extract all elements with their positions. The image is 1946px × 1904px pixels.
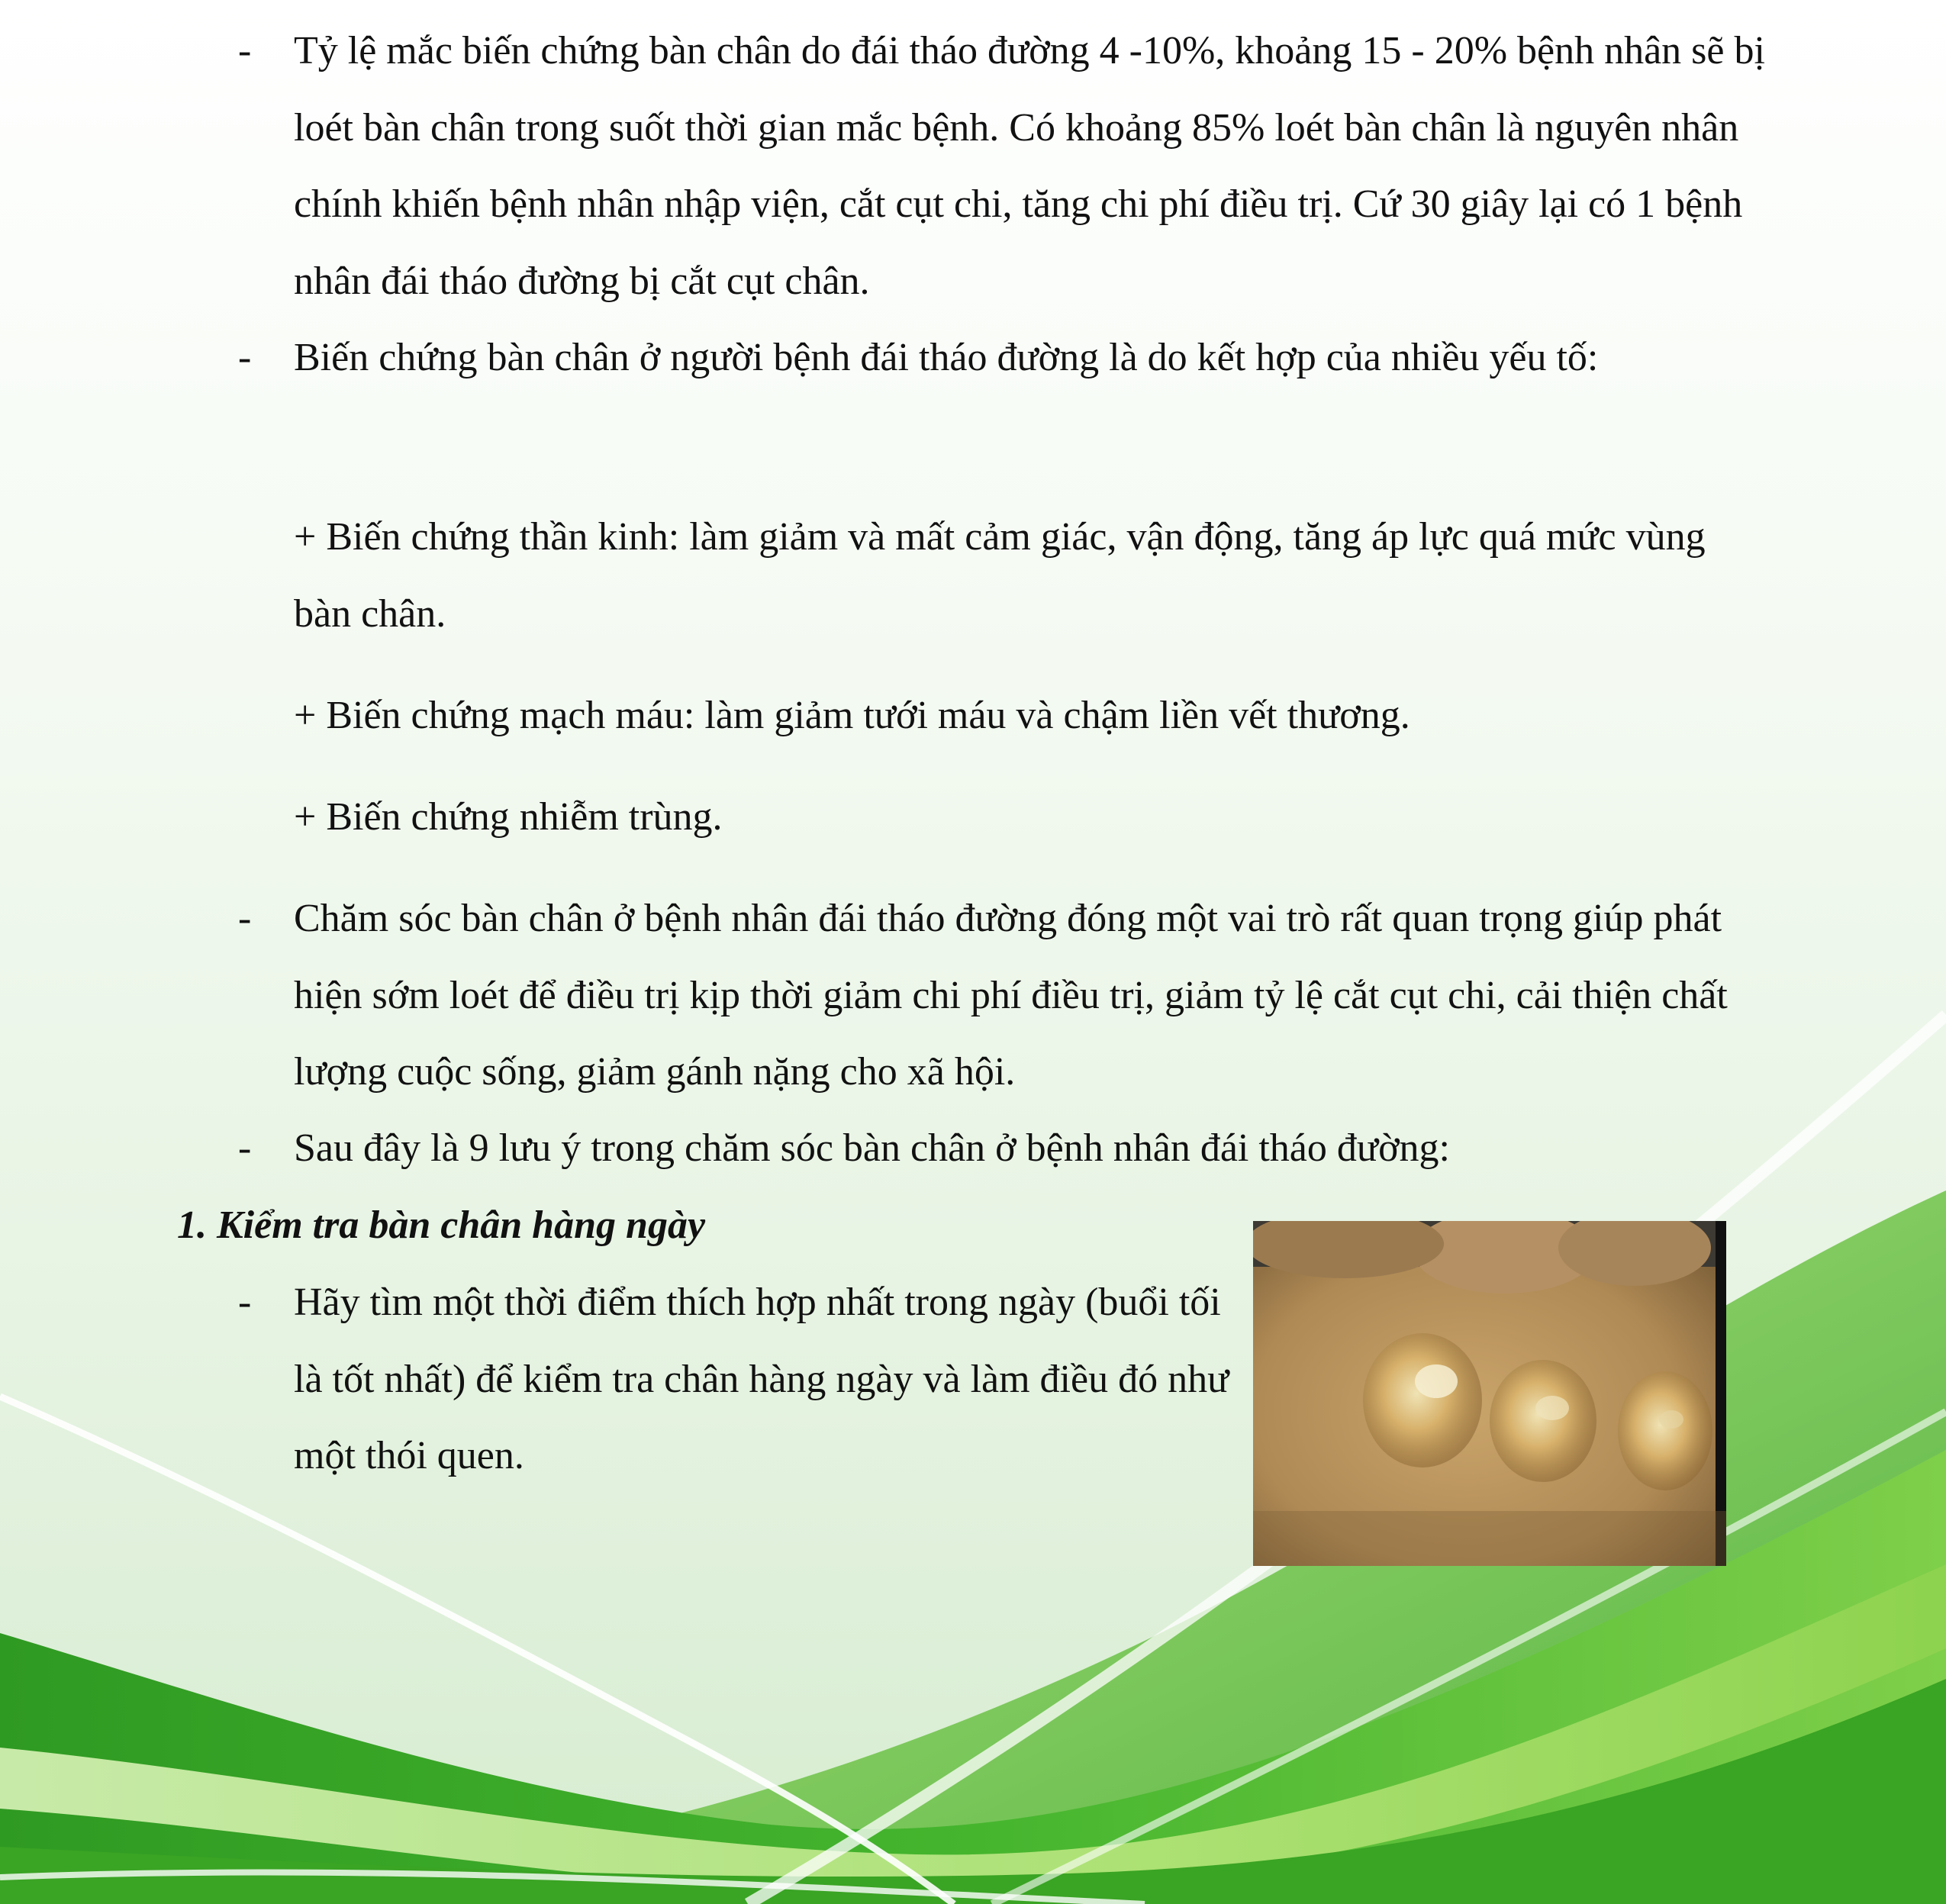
paragraph-complication-factors: Biến chứng bàn chân ở người bệnh đái tháo đường là do kết hợp của nhiều yếu tố:	[294, 336, 1599, 379]
paragraph-foot-care-importance: Chăm sóc bàn chân ở bệnh nhân đái tháo đường đóng một vai trò rất quan trọng giúp phát hiện sớm loét để điều trị kịp thời giảm chi phí điều trị, giảm tỷ lệ cắt cụt chi, cải thiện chất lượng cuộc sống, giảm gánh nặng cho xã hội.	[294, 897, 1728, 1094]
paragraph-nine-notes-intro: Sau đây là 9 lưu ý trong chăm sóc bàn chân ở bệnh nhân đái tháo đường:	[294, 1126, 1451, 1170]
sub-item-vascular-complication: + Biến chứng mạch máu: làm giảm tưới máu và chậm liền vết thương.	[294, 694, 1410, 737]
sub-item-nerve-complication: + Biến chứng thần kinh: làm giảm và mất cảm giác, vận động, tăng áp lực quá mức vùng bàn chân.	[294, 515, 1706, 636]
bullet-dash-5: -	[238, 1281, 252, 1324]
paragraph-daily-check-advice: Hãy tìm một thời điểm thích hợp nhất trong ngày (buổi tối là tốt nhất) để kiểm tra chân hàng ngày và làm điều đó như một thói quen.	[294, 1281, 1229, 1477]
bullet-dash-4: -	[238, 1126, 252, 1170]
foot-ulcer-photo	[1253, 1221, 1726, 1566]
sub-item-infection-complication: + Biến chứng nhiễm trùng.	[294, 795, 723, 839]
bullet-dash-3: -	[238, 897, 252, 940]
bullet-dash-2: -	[238, 336, 252, 379]
paragraph-foot-complication-rate: Tỷ lệ mắc biến chứng bàn chân do đái tháo đường 4 -10%, khoảng 15 - 20% bệnh nhân sẽ bị loét bàn chân trong suốt thời gian mắc bệnh. Có khoảng 85% loét bàn chân là nguyên nhân chính khiến bệnh nhân nhập viện, cắt cụt chi, tăng chi phí điều trị. Cứ 30 giây lại có 1 bệnh nhân đái tháo đường bị cắt cụt chân.	[294, 29, 1765, 303]
bullet-dash-1: -	[238, 29, 252, 72]
section-heading-daily-foot-check: 1. Kiểm tra bàn chân hàng ngày	[177, 1203, 706, 1247]
foot-ulcer-image	[1253, 1221, 1726, 1566]
